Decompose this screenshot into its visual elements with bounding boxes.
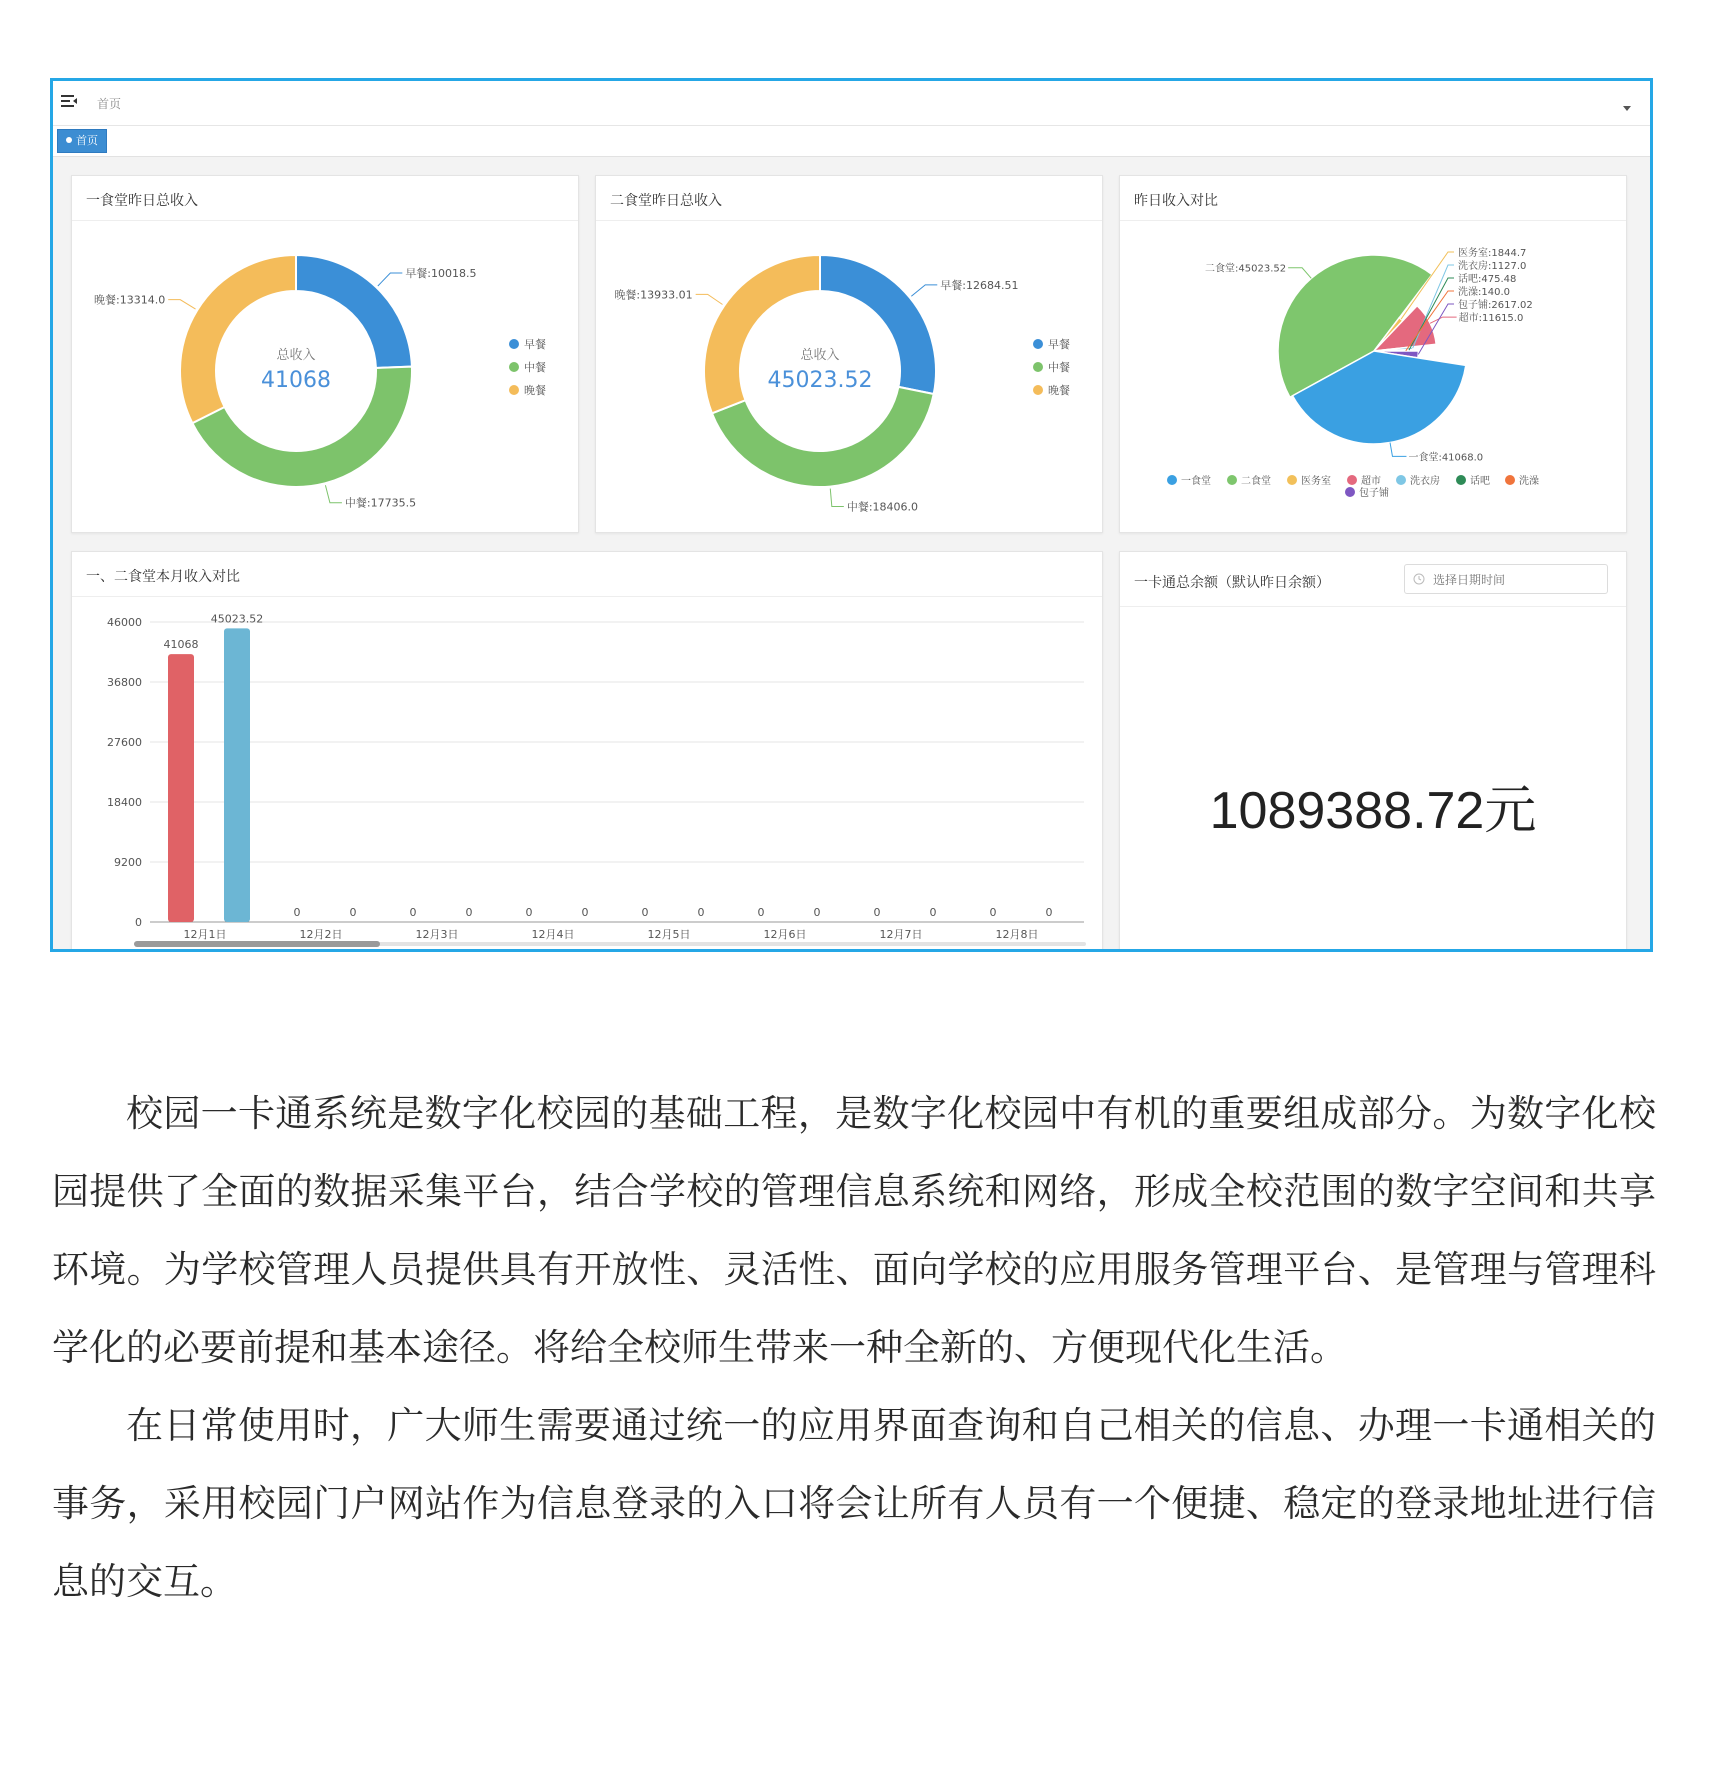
horizontal-scrollbar-thumb bbox=[134, 941, 380, 947]
slice-label: 晚餐:13933.01 bbox=[614, 288, 693, 302]
slice-leader-line bbox=[830, 489, 844, 507]
slice-leader-line bbox=[325, 485, 341, 502]
legend-marker bbox=[509, 362, 519, 372]
legend-marker bbox=[1033, 385, 1043, 395]
bar-value-label: 0 bbox=[929, 906, 937, 919]
tab-home[interactable] bbox=[57, 129, 107, 153]
legend-marker bbox=[1396, 475, 1406, 485]
slice-leader-line bbox=[696, 294, 723, 304]
bar bbox=[168, 654, 194, 922]
menu-toggle-icon[interactable] bbox=[59, 91, 79, 111]
y-tick-label: 36800 bbox=[107, 676, 142, 689]
donut-slice bbox=[712, 387, 934, 487]
panel-title: 二食堂昨日总收入 bbox=[610, 193, 722, 209]
panel-title: 昨日收入对比 bbox=[1134, 193, 1218, 209]
legend-marker bbox=[1345, 487, 1355, 497]
y-tick-label: 9200 bbox=[114, 856, 142, 869]
monthly-bar-chart bbox=[72, 552, 1102, 952]
article-paragraph: 在日常使用时，广大师生需要通过统一的应用界面查询和自己相关的信息、办理一卡通相关的事务，采用校园门户网站作为信息登录的入口将会让所有人员有一个便捷、稳定的登录地址进行信息的交互。 bbox=[52, 1404, 1656, 1603]
bar-value-label: 41068 bbox=[163, 638, 199, 652]
legend-marker bbox=[1505, 475, 1515, 485]
legend-label: 洗衣房 bbox=[1410, 476, 1440, 487]
panel-title: 一食堂昨日总收入 bbox=[86, 193, 198, 209]
center-label: 总收入 bbox=[800, 348, 840, 363]
slice-label: 医务室:1844.7 bbox=[1458, 248, 1527, 259]
x-tick-label: 12月6日 bbox=[763, 928, 807, 941]
slice-label: 中餐:18406.0 bbox=[846, 500, 919, 514]
active-dot-icon bbox=[66, 137, 72, 143]
bar-value-label: 0 bbox=[293, 906, 301, 919]
legend-label: 医务室 bbox=[1301, 476, 1331, 487]
center-label: 总收入 bbox=[276, 348, 316, 363]
legend-label: 早餐 bbox=[524, 338, 546, 351]
tabs-bar bbox=[53, 126, 1650, 157]
legend-label: 二食堂 bbox=[1241, 476, 1271, 487]
article-paragraph: 校园一卡通系统是数字化校园的基础工程，是数字化校园中有机的重要组成部分。为数字化校园提供了全面的数据采集平台，结合学校的管理信息系统和网络，形成全校范围的数字空间和共享环境。为学校管理人员提供具有开放性、灵活性、面向学校的应用服务管理平台、是管理与管理科学化的必要前提和基本途径。将给全校师生带来一种全新的、方便现代化生活。 bbox=[52, 1092, 1656, 1369]
bar-value-label: 0 bbox=[349, 906, 357, 919]
slice-label: 话吧:475.48 bbox=[1458, 274, 1517, 285]
slice-label: 早餐:10018.5 bbox=[405, 267, 477, 281]
legend-label: 洗澡 bbox=[1519, 476, 1539, 487]
monthly-panel bbox=[71, 551, 1103, 952]
legend-marker bbox=[1033, 339, 1043, 349]
x-tick-label: 12月1日 bbox=[183, 928, 227, 941]
legend-marker bbox=[1347, 475, 1357, 485]
slice-label: 包子铺:2617.02 bbox=[1458, 300, 1533, 311]
breadcrumb[interactable]: 首页 bbox=[97, 97, 122, 111]
legend-label: 中餐 bbox=[524, 361, 546, 374]
slice-label: 一食堂:41068.0 bbox=[1408, 452, 1484, 464]
tab-label: 首页 bbox=[76, 134, 98, 147]
x-tick-label: 12月4日 bbox=[531, 928, 575, 941]
y-tick-label: 27600 bbox=[107, 736, 142, 749]
x-tick-label: 12月5日 bbox=[647, 928, 691, 941]
bar-value-label: 0 bbox=[409, 906, 417, 919]
bar-value-label: 0 bbox=[465, 906, 473, 919]
y-tick-label: 0 bbox=[135, 916, 142, 929]
panel-title: 一卡通总余额（默认昨日余额） bbox=[1134, 575, 1330, 591]
date-picker[interactable] bbox=[1404, 564, 1608, 594]
caret-down-icon[interactable] bbox=[1618, 101, 1636, 115]
balance-value: 1089388.72元 bbox=[1209, 782, 1537, 840]
bar-value-label: 45023.52 bbox=[210, 612, 264, 626]
panel-title: 一、二食堂本月收入对比 bbox=[86, 569, 240, 585]
center-value: 45023.52 bbox=[767, 368, 873, 393]
legend-marker bbox=[1167, 475, 1177, 485]
slice-label: 超市:11615.0 bbox=[1458, 313, 1524, 325]
canteen1-donut-chart bbox=[72, 176, 578, 532]
legend-label: 包子铺 bbox=[1359, 488, 1389, 499]
x-tick-label: 12月7日 bbox=[879, 928, 923, 941]
compare-panel bbox=[1119, 175, 1627, 533]
slice-label: 中餐:17735.5 bbox=[344, 496, 417, 510]
canteen1-panel bbox=[71, 175, 579, 533]
slice-leader-line bbox=[911, 285, 937, 296]
legend-marker bbox=[1033, 362, 1043, 372]
x-tick-label: 12月3日 bbox=[415, 928, 459, 941]
legend-label: 中餐 bbox=[1048, 361, 1070, 374]
legend-marker bbox=[1456, 475, 1466, 485]
slice-leader-line bbox=[1390, 443, 1406, 457]
date-input-field[interactable] bbox=[1431, 569, 1605, 591]
slice-label: 洗澡:140.0 bbox=[1458, 287, 1510, 298]
canteen2-donut-chart bbox=[596, 176, 1102, 532]
bar-value-label: 0 bbox=[873, 906, 881, 919]
compare-pie-chart bbox=[1120, 176, 1626, 532]
slice-label: 二食堂:45023.52 bbox=[1205, 263, 1287, 275]
x-tick-label: 12月2日 bbox=[299, 928, 343, 941]
slice-leader-line bbox=[1430, 317, 1457, 323]
divider bbox=[1120, 606, 1626, 607]
legend-marker bbox=[1287, 475, 1297, 485]
y-tick-label: 18400 bbox=[107, 796, 142, 809]
top-bar bbox=[53, 81, 1650, 126]
bar-value-label: 0 bbox=[757, 906, 765, 919]
legend-label: 话吧 bbox=[1470, 476, 1490, 487]
bar bbox=[224, 628, 250, 922]
x-tick-label: 12月8日 bbox=[995, 928, 1039, 941]
legend-label: 晚餐 bbox=[1048, 384, 1070, 397]
bar-value-label: 0 bbox=[989, 906, 997, 919]
slice-label: 洗衣房:1127.0 bbox=[1458, 261, 1527, 272]
legend-marker bbox=[509, 339, 519, 349]
bar-value-label: 0 bbox=[813, 906, 821, 919]
slice-label: 晚餐:13314.0 bbox=[94, 293, 166, 307]
donut-slice bbox=[180, 255, 296, 423]
dashboard-window bbox=[50, 78, 1653, 952]
legend-marker bbox=[1227, 475, 1237, 485]
slice-leader-line bbox=[168, 300, 195, 309]
y-tick-label: 46000 bbox=[107, 616, 142, 629]
canteen2-panel bbox=[595, 175, 1103, 533]
legend-label: 一食堂 bbox=[1181, 476, 1211, 487]
bar-value-label: 0 bbox=[525, 906, 533, 919]
slice-leader-line bbox=[1288, 268, 1311, 279]
bar-value-label: 0 bbox=[1045, 906, 1053, 919]
balance-panel bbox=[1119, 551, 1627, 952]
legend-label: 晚餐 bbox=[524, 384, 546, 397]
bar-value-label: 0 bbox=[697, 906, 705, 919]
legend-label: 超市 bbox=[1361, 476, 1381, 487]
slice-label: 早餐:12684.51 bbox=[940, 278, 1019, 292]
bar-value-label: 0 bbox=[581, 906, 589, 919]
center-value: 41068 bbox=[261, 368, 331, 393]
clock-icon bbox=[1413, 573, 1425, 585]
slice-leader-line bbox=[378, 273, 402, 286]
legend-marker bbox=[509, 385, 519, 395]
bar-value-label: 0 bbox=[641, 906, 649, 919]
legend-label: 早餐 bbox=[1048, 338, 1070, 351]
article bbox=[52, 1075, 1656, 1621]
